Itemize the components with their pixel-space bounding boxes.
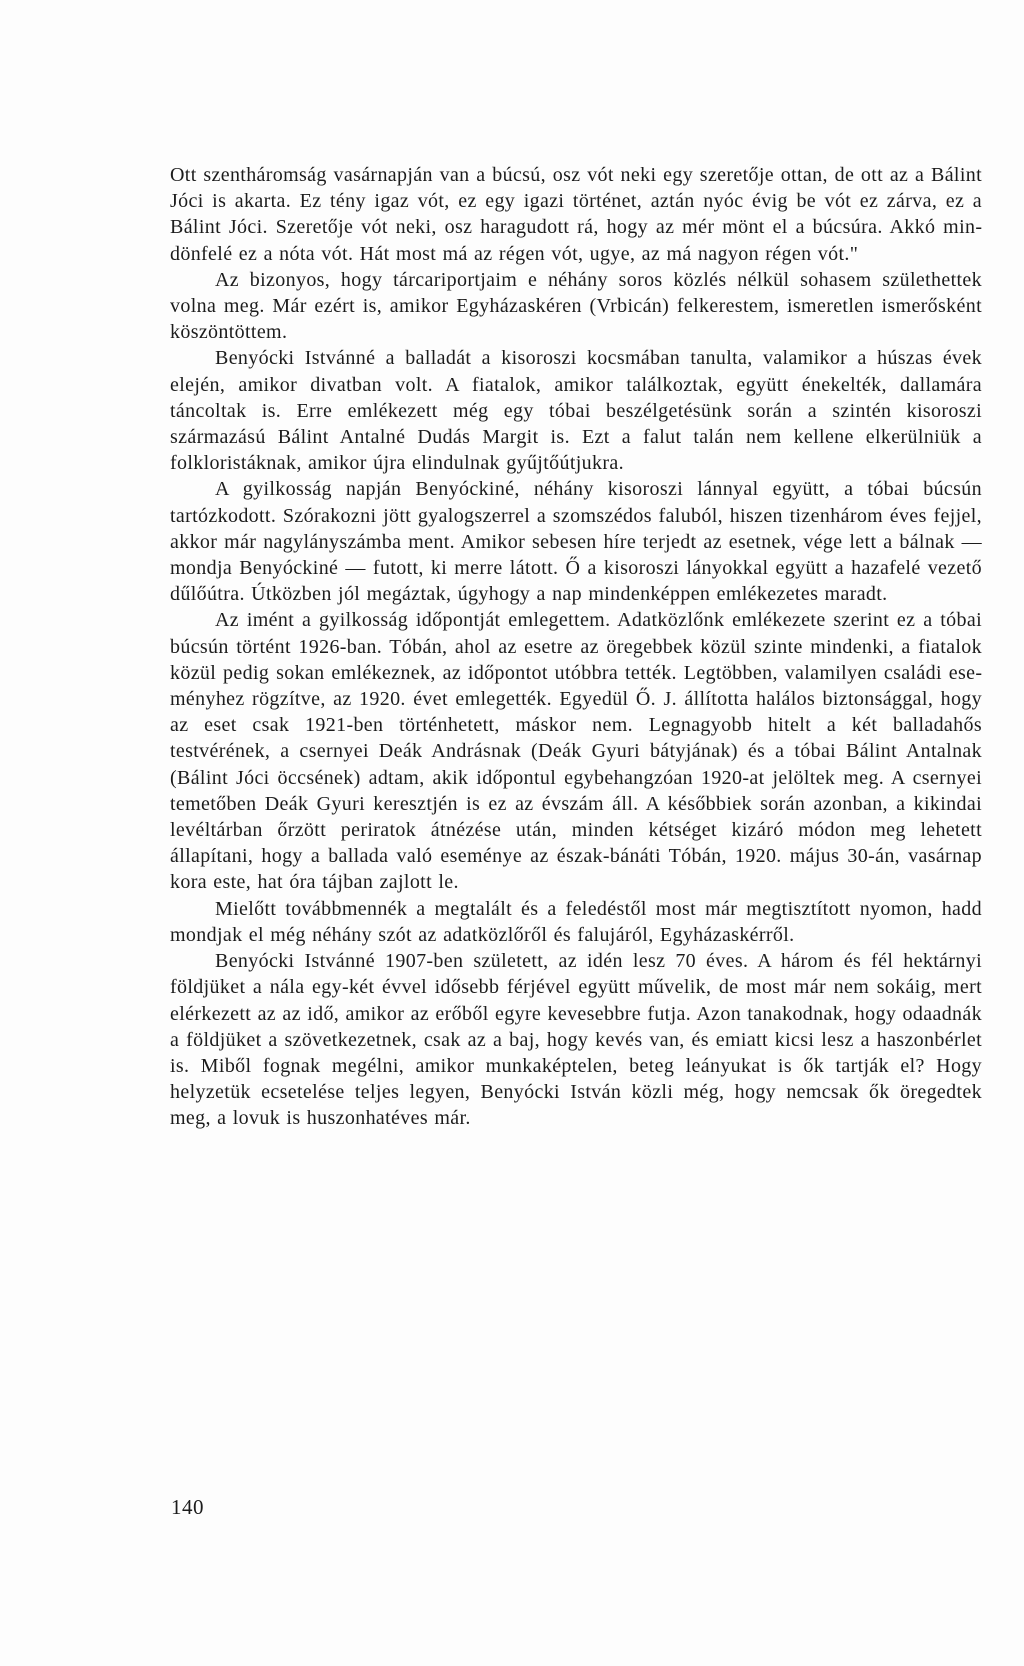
paragraph-7: Benyócki Istvánné 1907-ben született, az idén lesz 70 éves. A három és fél hektárnyi földjüket a nála egy-két évvel idősebb férjével együtt művelik, de most már nem sokáig, mert elérkezett az az idő, amikor az erőből egyre kevesebbre futja. Azon tanakodnak, hogy odaadnák a földjüket a szövetkezetnek, csak az a baj, hogy kevés van, és emiatt kicsi lesz a haszonbérlet is. Miből fognak megélni, amikor munkaképtelen, beteg leányukat is ők tartják el? Hogy helyzetük ecsetelése teljes legyen, Benyócki István közli még, hogy nemcsak ők öregedtek meg, a lovuk is huszonhatéves már. xyxy=(170,950,982,1130)
paragraph-5: Az imént a gyilkosság időpontját emlegettem. Adatközlőnk emlékezete szerint ez a tóbai búcsún történt 1926-ban. Tóbán, ahol az esetre az öregebbek közül szinte mindenki, a fiatalok közül pedig sokan emlékeznek, az időpontot utóbbra tették. Legtöbben, valamilyen családi eseményhez rögzítve, az 1920. évet emlegették. Egyedül Ő. J. állította halálos biztonsággal, hogy az eset csak 1921-ben történhetett, máskor nem. Legnagyobb hitelt a két balladahős testvérének, a csernyei Deák Andrásnak (Deák Gyuri bátyjának) és a tóbai Bálint Antalnak (Bálint Jóci öccsének) adtam, akik időpontul egybehangzóan 1920-at jelöltek meg. A csernyei temetőben Deák Gyuri keresztjén is ez az évszám áll. A későbbiek során azonban, a kikindai levéltárban őrzött periratok átnézése után, minden kétséget kizáró módon meg lehetett állapítani, hogy a ballada való eseménye az észak-bánáti Tóbán, 1920. május 30-án, vasárnap kora este, hat óra tájban zajlott le. xyxy=(170,609,982,894)
body-text xyxy=(170,162,982,1132)
paragraph-2: Az bizonyos, hogy tárcariportjaim e néhány soros közlés nélkül sohasem születhettek volna meg. Már ezért is, amikor Egyházaskéren (Vrbicán) felkerestem, ismeretlen ismerősként köszöntöttem. xyxy=(170,268,982,344)
page-number: 140 xyxy=(171,1495,204,1519)
paragraph-6: Mielőtt továbbmennék a megtalált és a feledéstől most már megtisztított nyomon, hadd mondjak el még néhány szót az adatközlőről és falujáról, Egyházaskérről. xyxy=(170,897,982,946)
paragraph-1: Ott szentháromság vasárnapján van a búcsú, osz vót neki egy szeretője ottan, de ott az a Bálint Jóci is akarta. Ez tény igaz vót, ez egy igazi történet, aztán nyóc évig be vót ez zárva, ez a Bálint Jóci. Szeretője vót neki, osz haragudott rá, hogy az mér mönt el a búcsúra. Akkó mindönfelé ez a nóta vót. Hát most má az régen vót, ugye, az má nagyon régen vót." xyxy=(170,164,982,265)
paragraph-3: Benyócki Istvánné a balladát a kisoroszi kocsmában tanulta, valamikor a húszas évek elején, amikor divatban volt. A fiatalok, amikor találkoztak, együtt énekelték, dallamára táncoltak is. Erre emlékezett még egy tóbai beszélgetésünk során a szintén kisoroszi származású Bálint Antalné Dudás Margit is. Ezt a falut talán nem kellene elkerülniük a folkloristáknak, amikor újra elindulnak gyűjtőútjukra. xyxy=(170,347,982,475)
paragraph-4: A gyilkosság napján Benyóckiné, néhány kisoroszi lánnyal együtt, a tóbai búcsún tartózkodott. Szórakozni jött gyalogszerrel a szomszédos faluból, hiszen tizenhárom éves fejjel, akkor már nagylányszámba ment. Amikor sebesen híre terjedt az esetnek, vége lett a bálnak — mondja Benyóckiné — futott, ki merre látott. Ő a kisoroszi lányokkal együtt a hazafelé vezető dűlőútra. Útközben jól megáztak, úgyhogy a nap mindenképpen emlékezetes maradt. xyxy=(170,478,982,606)
